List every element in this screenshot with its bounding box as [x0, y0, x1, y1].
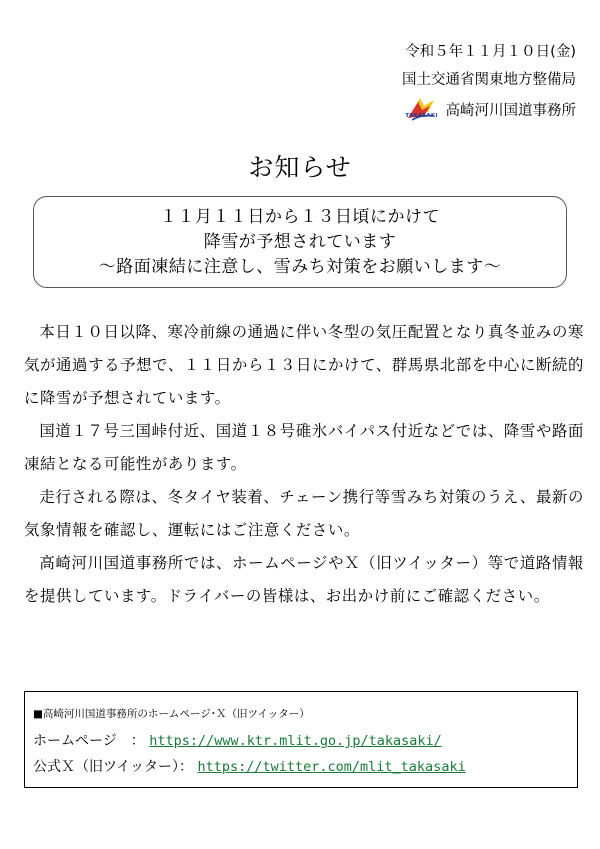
info-box — [24, 691, 578, 788]
x-label: 公式Ｘ（旧ツイッター）： — [33, 759, 194, 775]
office-name: 高崎河川国道事務所 — [445, 103, 576, 119]
issue-date: 令和５年１１月１０日(金) — [405, 44, 576, 60]
homepage-link[interactable]: https://www.ktr.mlit.go.jp/takasaki/ — [149, 733, 442, 749]
body-text — [24, 316, 584, 613]
issuing-bureau: 国土交通省関東地方整備局 — [402, 72, 576, 88]
x-row — [33, 754, 569, 780]
body-paragraph-2: 国道１７号三国峠付近、国道１８号碓氷バイパス付近などでは、降雪や路面凍結となる可能性があります。 — [24, 422, 584, 473]
headline-line-2: 降雪が予想されています — [203, 231, 397, 252]
takasaki-logo-icon — [404, 94, 440, 128]
body-paragraph-1: 本日１０日以降、寒冷前線の通過に伴い冬型の気圧配置となり真冬並みの寒気が通過する予想で、１１日から１３日にかけて、群馬県北部を中心に断続的に降雪が予想されています。 — [24, 323, 584, 407]
body-paragraph-3: 走行される際は、冬タイヤ装着、チェーン携行等雪みち対策のうえ、最新の気象情報を確認し、運転にはご注意ください。 — [24, 488, 584, 539]
headline-line-1: １１月１１日から１３日頃にかけて — [160, 206, 440, 227]
homepage-row — [33, 728, 569, 754]
headline-box — [33, 196, 567, 288]
body-paragraph-4: 高崎河川国道事務所では、ホームページやＸ（旧ツイッター）等で道路情報を提供しています。ドライバーの皆様は、お出かけ前にご確認ください。 — [24, 554, 584, 605]
headline-line-3: ～路面凍結に注意し、雪みち対策をお願いします～ — [98, 256, 502, 277]
x-link[interactable]: https://twitter.com/mlit_takasaki — [197, 759, 466, 775]
document-header — [402, 38, 576, 128]
info-heading: ■高崎河川国道事務所のホームページ･Ｘ（旧ツイッター） — [33, 708, 310, 720]
issuing-office — [402, 94, 576, 128]
homepage-label: ホームページ ： — [33, 733, 145, 749]
logo-text: TAKASAKI — [405, 113, 438, 119]
page-title: お知らせ — [248, 153, 352, 182]
